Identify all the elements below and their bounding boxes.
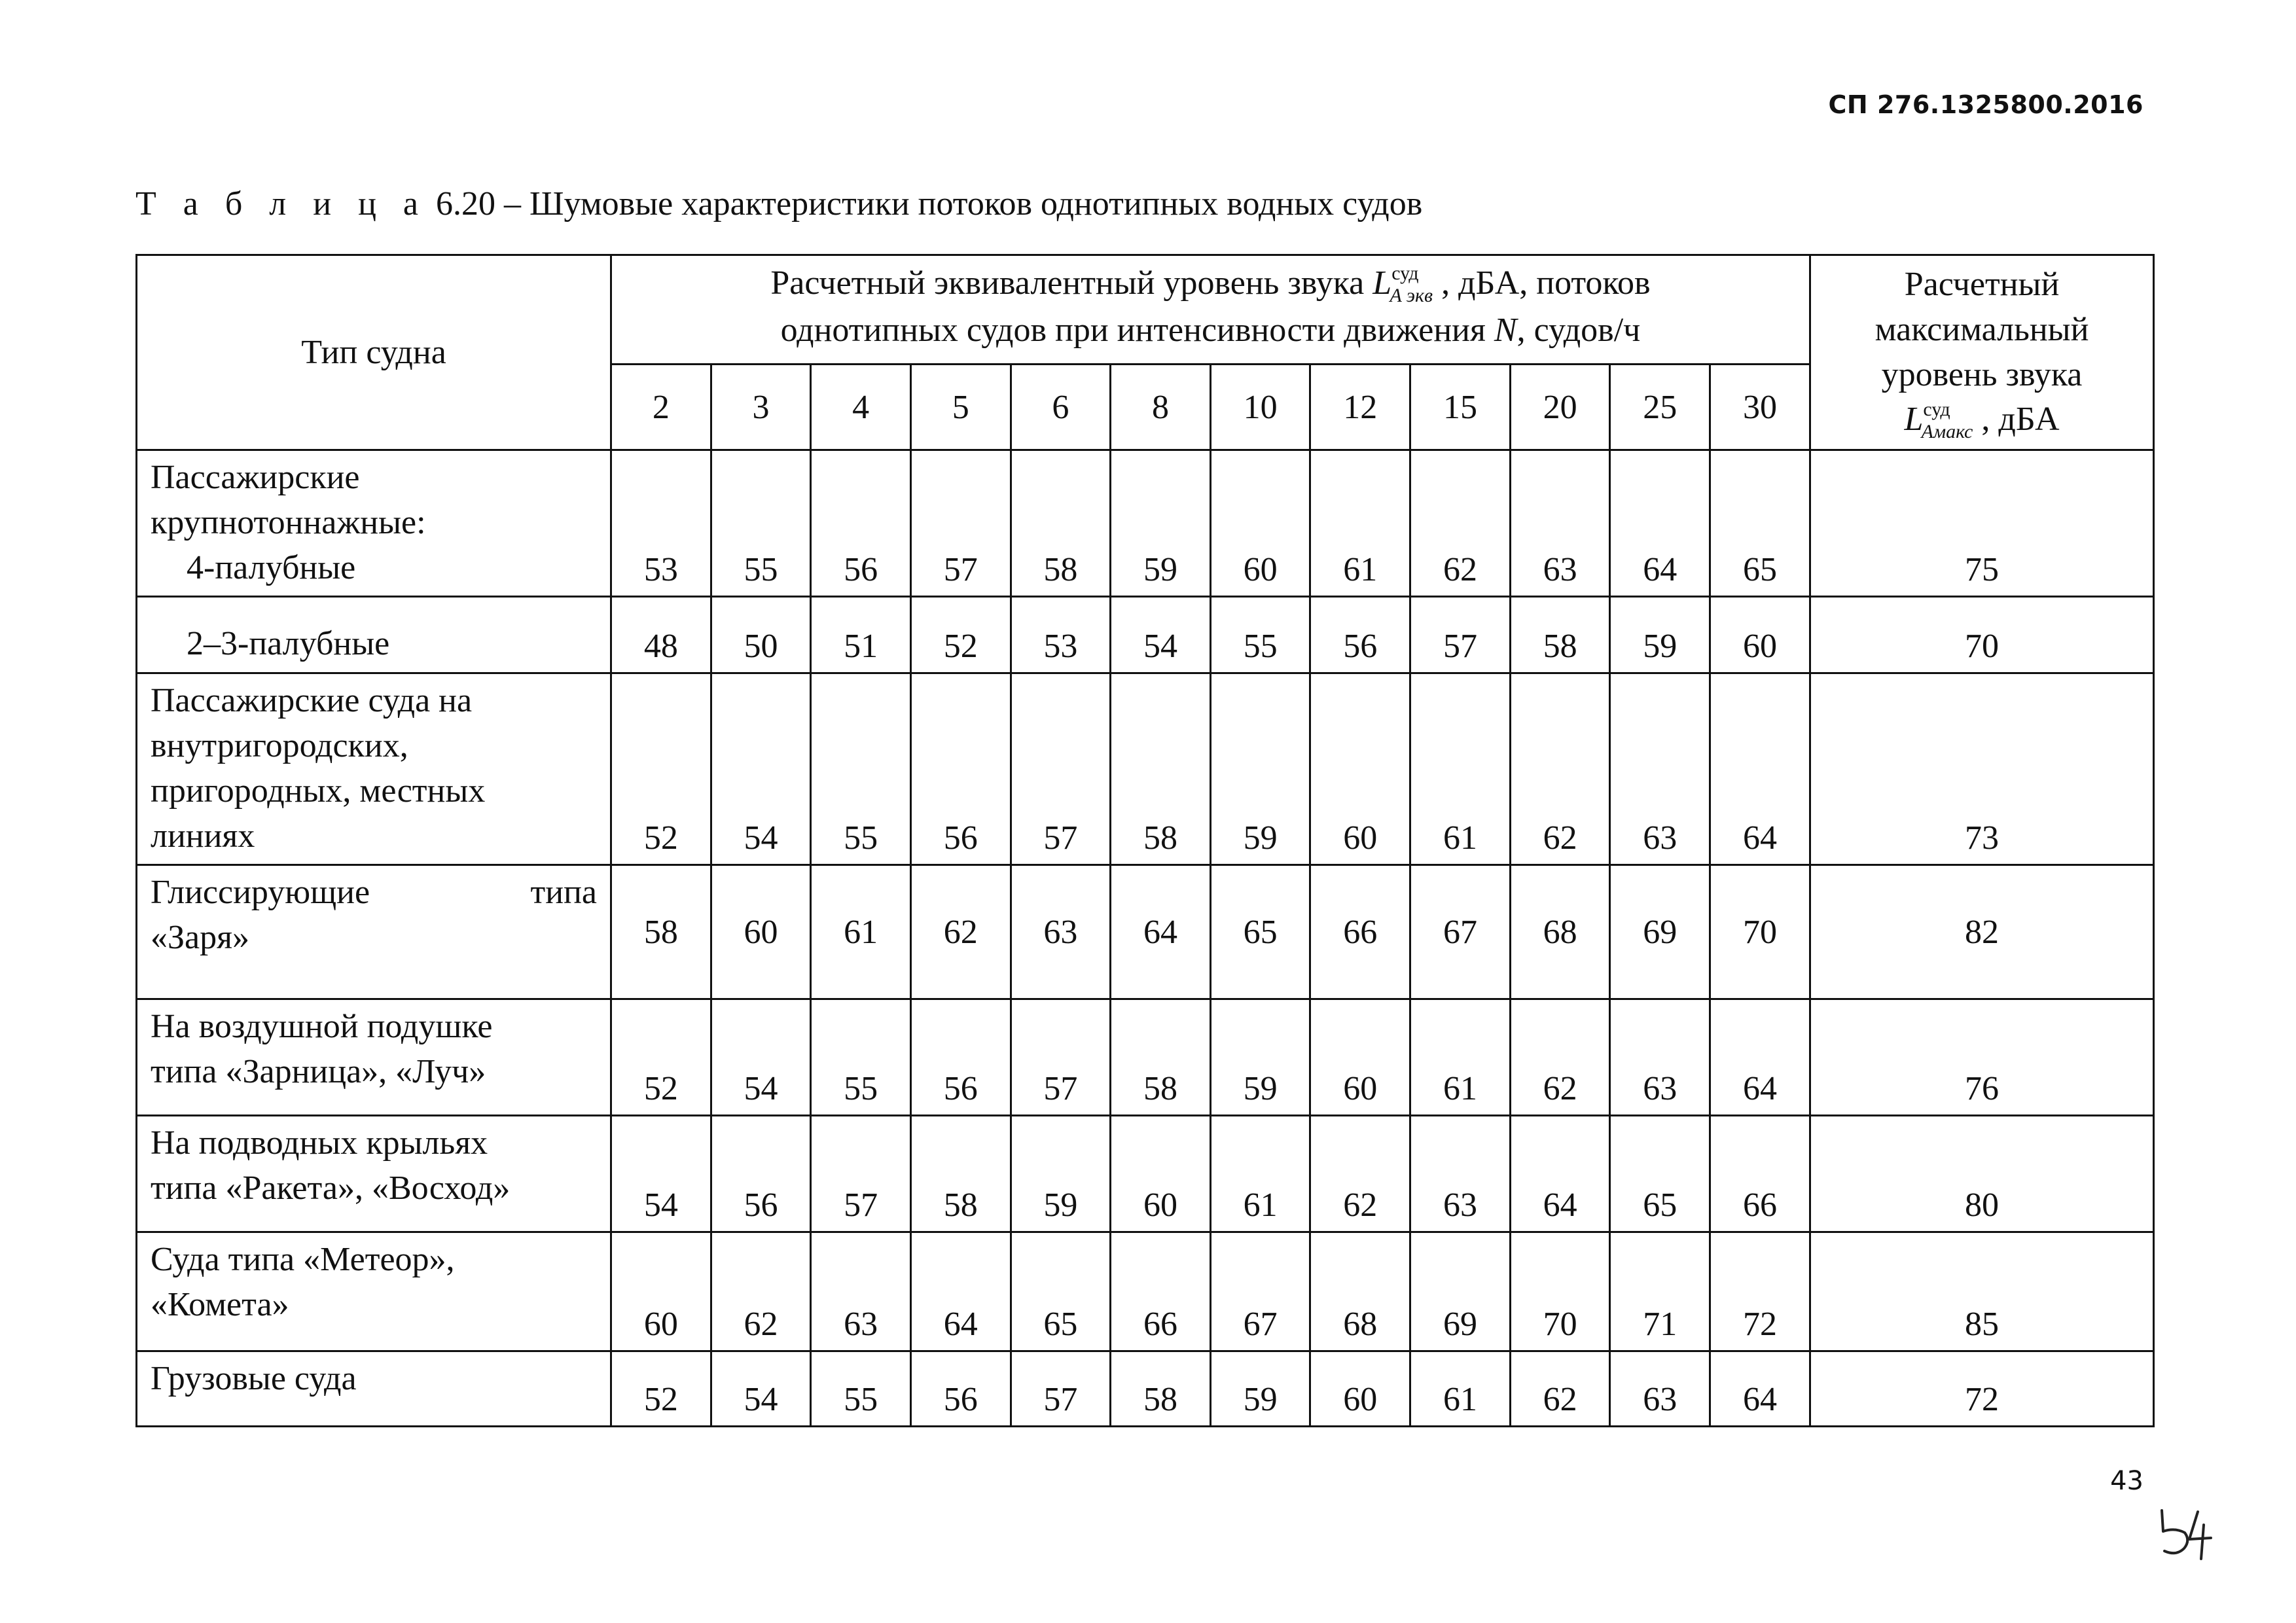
table-row: [137, 1116, 2154, 1232]
level-value-cell: 58: [1111, 999, 1211, 1116]
level-value-cell: 60: [1310, 673, 1410, 865]
table-caption: [135, 185, 1422, 223]
level-value-cell: 58: [611, 865, 711, 999]
level-value-cell: 66: [1111, 1232, 1211, 1351]
ship-type-word: Глиссирующие: [151, 874, 370, 912]
level-value-cell: 68: [1310, 1232, 1410, 1351]
level-value-cell: 63: [811, 1232, 911, 1351]
intensity-header-cell: 15: [1410, 365, 1511, 450]
table-row: [137, 597, 2154, 673]
ship-type-line: линиях: [151, 817, 255, 855]
level-value-cell: 67: [1210, 1232, 1310, 1351]
level-value-cell: 57: [910, 450, 1011, 597]
level-value-cell: 56: [910, 1351, 1011, 1427]
level-value-cell: 59: [1610, 597, 1710, 673]
max-level-cell: 80: [1810, 1116, 2154, 1232]
level-value-cell: 54: [711, 999, 811, 1116]
header-max-line-1: Расчетный: [1904, 266, 2060, 304]
ship-type-line: Пассажирские суда на: [151, 681, 473, 719]
header-eq-text: Расчетный эквивалентный уровень звука: [770, 264, 1365, 302]
level-value-cell: 69: [1410, 1232, 1511, 1351]
ship-type-line: внутригородских,: [151, 726, 408, 764]
header-eq-text-2: однотипных судов при интенсивности движения: [780, 311, 1486, 349]
header-max-unit: , дБА: [1981, 401, 2060, 438]
ship-type-line: Пассажирские: [151, 459, 360, 496]
header-max-symbol: [1904, 397, 1973, 442]
ship-type-cell: [137, 865, 611, 999]
ship-type-cell: [137, 1116, 611, 1232]
level-value-cell: 57: [811, 1116, 911, 1232]
ship-type-line: 2–3-палубные: [187, 625, 390, 663]
header-ship-type: Тип судна: [137, 255, 611, 450]
level-value-cell: 62: [1510, 999, 1610, 1116]
level-value-cell: 59: [1111, 450, 1211, 597]
level-value-cell: 60: [1310, 999, 1410, 1116]
ship-type-line: Грузовые суда: [151, 1360, 357, 1398]
header-eq-unit: , дБА, потоков: [1441, 264, 1651, 302]
level-value-cell: 65: [1710, 450, 1810, 597]
level-value-cell: 70: [1510, 1232, 1610, 1351]
intensity-header-cell: 20: [1510, 365, 1610, 450]
level-value-cell: 63: [1610, 999, 1710, 1116]
caption-text: Шумовые характеристики потоков однотипных водных судов: [529, 185, 1423, 223]
level-value-cell: 51: [811, 597, 911, 673]
level-value-cell: 60: [1210, 450, 1310, 597]
ship-type-line: типа «Зарница», «Луч»: [151, 1053, 486, 1091]
intensity-header-cell: 10: [1210, 365, 1310, 450]
symbol-letter: L: [1904, 401, 1924, 438]
max-level-cell: 70: [1810, 597, 2154, 673]
table-row: [137, 999, 2154, 1116]
intensity-header-cell: 8: [1111, 365, 1211, 450]
level-value-cell: 60: [711, 865, 811, 999]
level-value-cell: 56: [711, 1116, 811, 1232]
level-value-cell: 64: [1710, 673, 1810, 865]
level-value-cell: 58: [910, 1116, 1011, 1232]
table-row: [137, 865, 2154, 999]
level-value-cell: 61: [811, 865, 911, 999]
header-max-line-4: [1811, 397, 2153, 442]
ship-type-cell: [137, 450, 611, 597]
level-value-cell: 70: [1710, 865, 1810, 999]
level-value-cell: 58: [1510, 597, 1610, 673]
symbol-sub: A экв: [1390, 285, 1433, 306]
level-value-cell: 62: [1310, 1116, 1410, 1232]
level-value-cell: 59: [1011, 1116, 1111, 1232]
table-row: [137, 1232, 2154, 1351]
level-value-cell: 59: [1210, 1351, 1310, 1427]
level-value-cell: 62: [711, 1232, 811, 1351]
level-value-cell: 52: [611, 1351, 711, 1427]
max-level-cell: 82: [1810, 865, 2154, 999]
level-value-cell: 63: [1510, 450, 1610, 597]
caption-dash: –: [495, 185, 529, 223]
level-value-cell: 65: [1210, 865, 1310, 999]
ship-type-line: На воздушной подушке: [151, 1008, 493, 1046]
ship-type-cell: [137, 1351, 611, 1427]
level-value-cell: 53: [611, 450, 711, 597]
level-value-cell: 48: [611, 597, 711, 673]
level-value-cell: 62: [1410, 450, 1511, 597]
ship-type-line: «Комета»: [151, 1286, 289, 1324]
max-level-cell: 75: [1810, 450, 2154, 597]
ship-type-line: На подводных крыльях: [151, 1124, 488, 1162]
level-value-cell: 65: [1610, 1116, 1710, 1232]
level-value-cell: 50: [711, 597, 811, 673]
level-value-cell: 55: [811, 1351, 911, 1427]
level-value-cell: 61: [1410, 999, 1511, 1116]
level-value-cell: 59: [1210, 673, 1310, 865]
level-value-cell: 52: [910, 597, 1011, 673]
header-eq-symbol: [1372, 260, 1433, 307]
level-value-cell: 60: [1111, 1116, 1211, 1232]
level-value-cell: 56: [1310, 597, 1410, 673]
level-value-cell: 67: [1410, 865, 1511, 999]
ship-type-word: типа: [530, 874, 597, 912]
page-number: 43: [2110, 1466, 2144, 1496]
level-value-cell: 69: [1610, 865, 1710, 999]
level-value-cell: 64: [1111, 865, 1211, 999]
intensity-header-cell: 3: [711, 365, 811, 450]
level-value-cell: 62: [910, 865, 1011, 999]
level-value-cell: 60: [1310, 1351, 1410, 1427]
header-max-level: [1810, 255, 2154, 450]
ship-type-line: Суда типа «Метеор»,: [151, 1241, 455, 1279]
noise-table: [135, 254, 2155, 1427]
level-value-cell: 64: [1710, 1351, 1810, 1427]
level-value-cell: 61: [1210, 1116, 1310, 1232]
ship-type-cell: [137, 597, 611, 673]
caption-prefix: Т а б л и ц а: [135, 185, 427, 223]
level-value-cell: 63: [1610, 673, 1710, 865]
level-value-cell: 57: [1011, 1351, 1111, 1427]
ship-type-line: [151, 870, 597, 915]
level-value-cell: 52: [611, 673, 711, 865]
level-value-cell: 58: [1111, 673, 1211, 865]
header-eq-n: N: [1494, 311, 1517, 349]
level-value-cell: 61: [1310, 450, 1410, 597]
level-value-cell: 71: [1610, 1232, 1710, 1351]
document-code: СП 276.1325800.2016: [1828, 90, 2144, 119]
level-value-cell: 57: [1011, 999, 1111, 1116]
level-value-cell: 60: [611, 1232, 711, 1351]
level-value-cell: 54: [1111, 597, 1211, 673]
level-value-cell: 54: [711, 1351, 811, 1427]
level-value-cell: 56: [811, 450, 911, 597]
max-level-cell: 76: [1810, 999, 2154, 1116]
ship-type-line: «Заря»: [151, 919, 250, 957]
level-value-cell: 56: [910, 673, 1011, 865]
ship-type-cell: [137, 673, 611, 865]
level-value-cell: 55: [1210, 597, 1310, 673]
symbol-sub: Aмакс: [1921, 421, 1973, 443]
max-level-cell: 85: [1810, 1232, 2154, 1351]
level-value-cell: 60: [1710, 597, 1810, 673]
level-value-cell: 72: [1710, 1232, 1810, 1351]
level-value-cell: 68: [1510, 865, 1610, 999]
level-value-cell: 66: [1310, 865, 1410, 999]
level-value-cell: 66: [1710, 1116, 1810, 1232]
intensity-header-cell: 2: [611, 365, 711, 450]
header-max-line-2: максимальный: [1874, 310, 2089, 348]
caption-number: 6.20: [436, 185, 495, 223]
level-value-cell: 56: [910, 999, 1011, 1116]
header-row-1: [137, 255, 2154, 365]
intensity-header-cell: 5: [910, 365, 1011, 450]
level-value-cell: 57: [1011, 673, 1111, 865]
table-row: [137, 1351, 2154, 1427]
ship-type-cell: [137, 1232, 611, 1351]
level-value-cell: 64: [1510, 1116, 1610, 1232]
level-value-cell: 59: [1210, 999, 1310, 1116]
level-value-cell: 62: [1510, 673, 1610, 865]
table-row: [137, 450, 2154, 597]
level-value-cell: 64: [910, 1232, 1011, 1351]
level-value-cell: 65: [1011, 1232, 1111, 1351]
level-value-cell: 53: [1011, 597, 1111, 673]
table-body: [137, 450, 2154, 1427]
header-equivalent-level: [611, 255, 1810, 365]
level-value-cell: 62: [1510, 1351, 1610, 1427]
ship-type-line: типа «Ракета», «Восход»: [151, 1169, 511, 1207]
level-value-cell: 52: [611, 999, 711, 1116]
level-value-cell: 64: [1610, 450, 1710, 597]
level-value-cell: 55: [711, 450, 811, 597]
intensity-header-cell: 30: [1710, 365, 1810, 450]
level-value-cell: 63: [1410, 1116, 1511, 1232]
handwritten-page-mark: [2149, 1499, 2221, 1571]
header-eq-line-2: [619, 307, 1803, 354]
intensity-header-cell: 25: [1610, 365, 1710, 450]
intensity-header-cell: 12: [1310, 365, 1410, 450]
intensity-header-cell: 6: [1011, 365, 1111, 450]
max-level-cell: 73: [1810, 673, 2154, 865]
level-value-cell: 55: [811, 999, 911, 1116]
level-value-cell: 58: [1111, 1351, 1211, 1427]
level-value-cell: 55: [811, 673, 911, 865]
level-value-cell: 54: [711, 673, 811, 865]
ship-type-cell: [137, 999, 611, 1116]
level-value-cell: 63: [1011, 865, 1111, 999]
level-value-cell: 63: [1610, 1351, 1710, 1427]
level-value-cell: 58: [1011, 450, 1111, 597]
symbol-letter: L: [1372, 264, 1392, 302]
level-value-cell: 61: [1410, 673, 1511, 865]
ship-type-line: крупнотоннажные:: [151, 504, 426, 542]
level-value-cell: 54: [611, 1116, 711, 1232]
intensity-header-cell: 4: [811, 365, 911, 450]
level-value-cell: 61: [1410, 1351, 1511, 1427]
table-row: [137, 673, 2154, 865]
max-level-cell: 72: [1810, 1351, 2154, 1427]
ship-type-line: пригородных, местных: [151, 772, 486, 810]
level-value-cell: 57: [1410, 597, 1511, 673]
level-value-cell: 64: [1710, 999, 1810, 1116]
header-eq-unit-2: , судов/ч: [1516, 311, 1641, 349]
symbol-sup: суд: [1391, 262, 1419, 284]
header-eq-line-1: [619, 260, 1803, 307]
symbol-sup: суд: [1923, 399, 1950, 421]
header-max-line-3: уровень звука: [1881, 355, 2083, 393]
ship-type-line: 4-палубные: [187, 549, 356, 587]
